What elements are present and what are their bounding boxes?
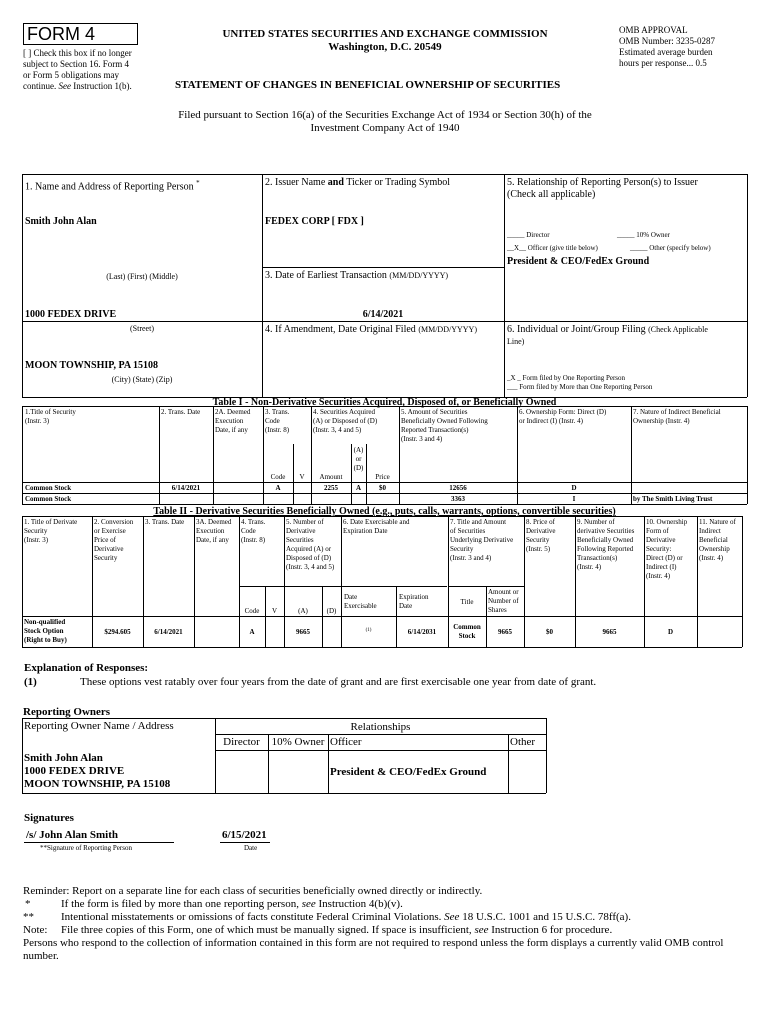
t1-header-deemed bbox=[215, 408, 250, 435]
header-line: 2. Conversion bbox=[94, 518, 134, 526]
header-line: Underlying Derivative bbox=[450, 536, 514, 544]
rule bbox=[239, 586, 284, 587]
text: (MM/DD/YYYY) bbox=[418, 325, 477, 334]
t2-sub-a: (A) bbox=[298, 607, 308, 615]
owner-line: 1000 FEDEX DRIVE bbox=[24, 765, 125, 777]
t2-row-exercisable: (1) bbox=[365, 628, 372, 633]
owner-line: Smith John Alan bbox=[24, 752, 103, 764]
header-line: Expiration Date bbox=[343, 527, 388, 535]
sub-line: Shares bbox=[488, 606, 507, 614]
rule bbox=[747, 174, 748, 397]
t2-sub-expiration bbox=[399, 593, 429, 611]
header-line: (Instr. 3) bbox=[24, 536, 49, 544]
t2-sub-v: V bbox=[271, 607, 278, 615]
footnote-double-star-text bbox=[61, 911, 631, 924]
header-line: (Instr. 5) bbox=[526, 545, 551, 553]
text: see bbox=[474, 924, 489, 936]
sub-line: Expiration bbox=[399, 593, 429, 601]
rule bbox=[546, 718, 547, 793]
t2-header-6 bbox=[343, 518, 409, 536]
rule bbox=[22, 793, 546, 794]
header-line: 6. Ownership Form: Direct (D) bbox=[519, 408, 607, 416]
table1-title: Table I - Non-Derivative Securities Acquired, Disposed of, or Beneficially Owned bbox=[212, 397, 557, 408]
header-line: (Instr. 3, 4 and 5) bbox=[313, 426, 362, 434]
rule bbox=[262, 174, 263, 397]
text: See bbox=[444, 911, 460, 923]
t1-sub-amount: Amount bbox=[319, 473, 343, 481]
form-title-box bbox=[23, 23, 138, 45]
reminder-text: Reminder: Report on a separate line for each class of securities beneficially owned directly or indirectly. bbox=[23, 885, 483, 897]
t1-row2-owned: 3363 bbox=[451, 495, 465, 503]
rule bbox=[24, 842, 174, 843]
header-line: Security bbox=[24, 527, 48, 535]
filed-pursuant bbox=[100, 109, 670, 135]
rule bbox=[213, 406, 214, 504]
header-line: (A) or Disposed of (D) bbox=[313, 417, 378, 425]
signature-value: /s/ John Alan Smith bbox=[26, 829, 119, 841]
group-filer-option: ___ Form filed by More than One Reporting Person bbox=[507, 383, 653, 391]
header-line: Following Reported bbox=[577, 545, 634, 553]
t1-row1-owned: 12656 bbox=[449, 484, 467, 492]
rule bbox=[747, 406, 748, 504]
t2-row-a: 9665 bbox=[296, 628, 310, 636]
note-label: Note: bbox=[23, 924, 48, 936]
t2-row-code: A bbox=[249, 628, 255, 636]
checkbox-note-line: or Form 5 obligations may bbox=[23, 70, 119, 80]
rule bbox=[215, 750, 546, 751]
header-line: Execution bbox=[215, 417, 244, 425]
city-caption: (City) (State) (Zip) bbox=[111, 375, 173, 384]
t1-header-nature bbox=[633, 408, 721, 426]
owners-col-ten: 10% Owner bbox=[271, 736, 325, 748]
sub-line: Date bbox=[399, 602, 413, 610]
rule bbox=[22, 516, 23, 647]
text: see bbox=[301, 898, 316, 910]
checkbox-note bbox=[23, 48, 153, 92]
header-line: or Indirect (I) (Instr. 4) bbox=[519, 417, 583, 425]
owner-line: MOON TOWNSHIP, PA 15108 bbox=[24, 778, 171, 790]
header-line: 5. Amount of Securities bbox=[401, 408, 468, 416]
sub-line: Exercisable bbox=[344, 602, 377, 610]
single-filer-option: _X _ Form filed by One Reporting Person bbox=[507, 374, 626, 382]
text: Instruction 6 for procedure. bbox=[488, 924, 613, 936]
header-line: Security bbox=[450, 545, 474, 553]
t2-header-7 bbox=[450, 518, 526, 563]
t1-sub-ad bbox=[351, 446, 366, 473]
header-line: 9. Number of bbox=[577, 518, 615, 526]
text: 2. Issuer Name bbox=[265, 177, 328, 188]
rule bbox=[265, 586, 266, 647]
text: 18 U.S.C. 1001 and 15 U.S.C. 78ff(a). bbox=[459, 911, 631, 923]
header-line: 7. Nature of Indirect Beneficial bbox=[633, 408, 721, 416]
t1-row1-ad: A bbox=[355, 484, 362, 492]
t1-row1-date: 6/14/2021 bbox=[171, 484, 201, 492]
header-line: Reported Transaction(s) bbox=[401, 426, 469, 434]
t2-row-form: D bbox=[667, 628, 674, 636]
sub-line: Amount or bbox=[488, 588, 519, 596]
header-line: 10. Ownership bbox=[646, 518, 688, 526]
rule bbox=[22, 718, 23, 793]
date-caption: Date bbox=[244, 844, 258, 852]
omb-line: OMB APPROVAL bbox=[619, 25, 688, 35]
header-line: Security bbox=[94, 554, 118, 562]
header-line: Derivative bbox=[94, 545, 124, 553]
owners-col-other: Other bbox=[510, 736, 536, 748]
notice-line: Persons who respond to the collection of information contained in this form are not required to respond unless the form displays a currently valid OMB control bbox=[23, 937, 724, 949]
rule bbox=[215, 734, 546, 735]
header-line: Indirect bbox=[699, 527, 721, 535]
cell-line: Stock Option bbox=[24, 627, 64, 635]
t1-header-code bbox=[265, 408, 289, 435]
sub-line: (D) bbox=[353, 464, 364, 472]
text: * bbox=[196, 179, 200, 187]
rule bbox=[341, 586, 447, 587]
text: continue. bbox=[23, 81, 59, 91]
officer-option: __X__ Officer (give title below) bbox=[507, 244, 598, 252]
box6-label bbox=[507, 324, 747, 348]
omb-line: OMB Number: 3235-0287 bbox=[619, 36, 715, 46]
rule bbox=[22, 516, 742, 517]
rule bbox=[22, 482, 747, 483]
t2-sub-amount bbox=[488, 588, 519, 615]
t2-sub-d: (D) bbox=[326, 607, 337, 615]
city-value: MOON TOWNSHIP, PA 15108 bbox=[25, 360, 158, 371]
owners-col-officer: Officer bbox=[330, 736, 362, 748]
header-line: Direct (D) or bbox=[646, 554, 683, 562]
rule bbox=[508, 734, 509, 793]
rule bbox=[396, 586, 397, 647]
rule bbox=[504, 174, 505, 397]
officer-title: President & CEO/FedEx Ground bbox=[507, 256, 650, 267]
header-line: Securities bbox=[286, 536, 314, 544]
table2-title: Table II - Derivative Securities Beneficially Owned (e.g., puts, calls, warrants, options, convertible securities) bbox=[153, 506, 616, 517]
t2-row-price: $294.605 bbox=[104, 628, 131, 636]
t1-header-ownership bbox=[519, 408, 606, 426]
t1-row2-form: I bbox=[572, 495, 576, 503]
owners-col-director: Director bbox=[223, 736, 260, 748]
header-line: 4. Trans. bbox=[241, 518, 266, 526]
form-title: FORM 4 bbox=[27, 24, 96, 44]
checkbox-note-line bbox=[23, 81, 153, 92]
t2-sub-title: Title bbox=[460, 598, 474, 606]
header-line: Derivative bbox=[526, 527, 556, 535]
t1-row1-code: A bbox=[275, 484, 281, 492]
sub-line: Date bbox=[344, 593, 358, 601]
t2-header-11 bbox=[699, 518, 745, 563]
t1-row2-title: Common Stock bbox=[25, 495, 72, 503]
t2-row-owned: 9665 bbox=[602, 628, 617, 636]
explanation-text: These options vest ratably over four years from the date of grant and are first exercisable one year from date of grant. bbox=[80, 676, 597, 688]
text: If the form is filed by more than one reporting person, bbox=[61, 898, 302, 910]
text: Ticker or Trading Symbol bbox=[343, 177, 451, 188]
header-line: Security bbox=[526, 536, 550, 544]
header-line: Execution bbox=[196, 527, 225, 535]
header-line: (Instr. 3 and 4) bbox=[450, 554, 492, 562]
header-line: Ownership (Instr. 4) bbox=[633, 417, 690, 425]
header-line: 5. Number of bbox=[286, 518, 324, 526]
header-line: (Instr. 4) bbox=[699, 554, 724, 562]
header-line: Ownership bbox=[699, 545, 730, 553]
rule bbox=[262, 267, 504, 268]
text: and bbox=[327, 177, 344, 188]
header-line: Beneficially Owned Following bbox=[401, 417, 488, 425]
notice-line: number. bbox=[23, 950, 59, 962]
box1-label bbox=[25, 177, 200, 193]
header-line: 2A. Deemed bbox=[215, 408, 251, 416]
text: (MM/DD/YYYY) bbox=[389, 271, 449, 280]
header-line: (Instr. 4) bbox=[646, 572, 671, 580]
director-option: _____ Director bbox=[507, 231, 550, 239]
header-line: Date, if any bbox=[196, 536, 229, 544]
t2-header-3: 3. Trans. Date bbox=[145, 518, 185, 526]
header-line: (Instr. 3, 4 and 5) bbox=[286, 563, 335, 571]
t2-header-1 bbox=[24, 518, 92, 545]
header-line: Derivative bbox=[286, 527, 316, 535]
header-line: (Instr. 3) bbox=[25, 417, 50, 425]
header-line: Transaction(s) bbox=[577, 554, 618, 562]
owners-col-name: Reporting Owner Name / Address bbox=[24, 720, 174, 732]
header-line: (Instr. 4) bbox=[577, 563, 602, 571]
header-line: Security: bbox=[646, 545, 672, 553]
t2-row-title bbox=[24, 618, 92, 645]
omb-line: hours per response... 0.5 bbox=[619, 58, 707, 68]
box2-label bbox=[265, 177, 450, 189]
box3-label bbox=[265, 270, 448, 282]
t2-row-expiration: 6/14/2031 bbox=[407, 628, 437, 636]
t1-header-acquired bbox=[313, 408, 377, 435]
header-line: 1. Title of Derivate bbox=[24, 518, 78, 526]
rule bbox=[22, 718, 546, 719]
rule bbox=[22, 321, 747, 322]
issuer-value: FEDEX CORP [ FDX ] bbox=[265, 216, 364, 227]
rule bbox=[486, 586, 487, 647]
t1-row1-amount: 2255 bbox=[324, 484, 338, 492]
header-line: derivative Securities bbox=[577, 527, 635, 535]
header-line: Derivative bbox=[646, 536, 676, 544]
header-line: (Instr. 8) bbox=[241, 536, 266, 544]
rule bbox=[22, 647, 742, 648]
owner-officer-title: President & CEO/FedEx Ground bbox=[330, 766, 487, 778]
label-line: (Check all applicable) bbox=[507, 189, 596, 200]
text: See bbox=[58, 81, 71, 91]
header-line: 4. Securities Acquired bbox=[313, 408, 376, 416]
agency-line: UNITED STATES SECURITIES AND EXCHANGE COMMISSION bbox=[222, 28, 548, 40]
header-line: Indirect (I) bbox=[646, 563, 677, 571]
rule bbox=[322, 586, 323, 647]
cell-line: Common bbox=[453, 623, 481, 631]
box4-label bbox=[265, 324, 477, 336]
omb-line: Estimated average burden bbox=[619, 47, 713, 57]
rule bbox=[328, 734, 329, 793]
text: Instruction 1(b). bbox=[71, 81, 132, 91]
header-line: 11. Nature of bbox=[699, 518, 736, 526]
cell-line: Stock bbox=[458, 632, 476, 640]
header-line: 6. Date Exercisable and bbox=[343, 518, 410, 526]
header-line: Code bbox=[241, 527, 256, 535]
t2-header-10 bbox=[646, 518, 698, 581]
t1-row1-price: $0 bbox=[379, 484, 386, 492]
header-line: Code bbox=[265, 417, 280, 425]
label-line: 5. Relationship of Reporting Person(s) to Issuer bbox=[507, 177, 698, 188]
cell-line: Non-qualified bbox=[24, 618, 66, 626]
note-text bbox=[61, 924, 612, 937]
header-line: of Securities bbox=[450, 527, 486, 535]
street-value: 1000 FEDEX DRIVE bbox=[25, 309, 117, 320]
footnote-star: * bbox=[25, 898, 31, 910]
t2-header-9 bbox=[577, 518, 645, 572]
header-line: Beneficial bbox=[699, 536, 728, 544]
statement-title: STATEMENT OF CHANGES IN BENEFICIAL OWNERSHIP OF SECURITIES bbox=[175, 79, 561, 91]
header-line: Form of bbox=[646, 527, 669, 535]
footnote-double-star: ** bbox=[23, 911, 34, 923]
header-line: Date, if any bbox=[215, 426, 248, 434]
t2-header-5 bbox=[286, 518, 344, 572]
rule bbox=[220, 842, 270, 843]
rule bbox=[22, 174, 747, 175]
signature-caption: **Signature of Reporting Person bbox=[40, 844, 132, 852]
rule bbox=[22, 406, 23, 504]
explanation-heading: Explanation of Responses: bbox=[24, 662, 149, 674]
t1-sub-v: V bbox=[299, 473, 305, 481]
rule bbox=[22, 174, 23, 397]
rule bbox=[631, 406, 632, 504]
t1-header-title bbox=[25, 408, 76, 426]
signatures-heading: Signatures bbox=[24, 812, 74, 824]
text: 6. Individual or Joint/Group Filing bbox=[507, 324, 646, 335]
other-option: _____ Other (specify below) bbox=[630, 244, 711, 252]
t2-header-8 bbox=[526, 518, 556, 554]
filed-line: Investment Company Act of 1940 bbox=[310, 122, 460, 134]
earliest-transaction-date: 6/14/2021 bbox=[362, 309, 404, 320]
t1-sub-code: Code bbox=[270, 473, 286, 481]
sub-line: Number of bbox=[488, 597, 519, 605]
text: Instruction 4(b)(v). bbox=[315, 898, 403, 910]
explanation-number: (1) bbox=[24, 676, 37, 688]
header-line: 8. Price of bbox=[526, 518, 555, 526]
agency-line: Washington, D.C. 20549 bbox=[328, 41, 442, 53]
street-caption: (Street) bbox=[130, 324, 154, 333]
header-line: Disposed of (D) bbox=[286, 554, 332, 562]
rule bbox=[22, 616, 742, 617]
signature-date: 6/15/2021 bbox=[222, 829, 267, 841]
header-line: 3A. Deemed bbox=[196, 518, 232, 526]
t2-row-underlying-title bbox=[448, 623, 486, 641]
omb-notice bbox=[23, 937, 753, 963]
name-caption: (Last) (First) (Middle) bbox=[106, 272, 178, 281]
box5-label bbox=[507, 177, 747, 201]
text: Line) bbox=[507, 337, 525, 346]
rule bbox=[22, 406, 747, 407]
t2-sub-exercisable bbox=[344, 593, 377, 611]
text: File three copies of this Form, one of which must be manually signed. If space is insufficient, bbox=[61, 924, 475, 936]
rule bbox=[194, 516, 195, 647]
text: Intentional misstatements or omissions of facts constitute Federal Criminal Violations. bbox=[61, 911, 445, 923]
t1-row1-form: D bbox=[571, 484, 577, 492]
reporting-person-name: Smith John Alan bbox=[25, 216, 97, 227]
t2-row-deriv-price: $0 bbox=[546, 628, 553, 636]
t1-header-amount bbox=[401, 408, 488, 444]
header-line: Price of bbox=[94, 536, 116, 544]
owner-name-address bbox=[24, 752, 170, 791]
cell-line: (Right to Buy) bbox=[24, 636, 67, 644]
text: 1. Name and Address of Reporting Person bbox=[25, 181, 194, 193]
header-line: Acquired (A) or bbox=[286, 545, 332, 553]
filed-line: Filed pursuant to Section 16(a) of the Securities Exchange Act of 1934 or Section 30(h) of the bbox=[178, 109, 592, 121]
header-line: 7. Title and Amount bbox=[450, 518, 507, 526]
t2-header-3a bbox=[196, 518, 231, 545]
t2-sub-code: Code bbox=[244, 607, 260, 615]
agency-heading bbox=[180, 28, 590, 54]
owners-heading: Reporting Owners bbox=[23, 706, 111, 718]
t1-row2-nature: by The Smith Living Trust bbox=[633, 495, 713, 503]
header-line: (Instr. 8) bbox=[265, 426, 290, 434]
text: (Check Applicable bbox=[648, 325, 708, 334]
sub-line: (A) bbox=[353, 446, 364, 454]
checkbox-note-line: subject to Section 16. Form 4 bbox=[23, 59, 129, 69]
rule bbox=[284, 586, 342, 587]
t1-row1-title: Common Stock bbox=[25, 484, 72, 492]
checkbox-note-line: [ ] Check this box if no longer bbox=[23, 48, 132, 58]
t2-row-underlying-amount: 9665 bbox=[498, 628, 512, 636]
t1-sub-price: Price bbox=[375, 473, 390, 481]
header-line: or Exercise bbox=[94, 527, 126, 535]
t2-row-date: 6/14/2021 bbox=[154, 628, 183, 636]
header-line: (Instr. 3 and 4) bbox=[401, 435, 443, 443]
rule bbox=[22, 504, 747, 505]
t2-header-2 bbox=[94, 518, 144, 563]
rule bbox=[22, 493, 747, 494]
owners-col-relationships: Relationships bbox=[350, 721, 411, 733]
header-line: 3. Trans. bbox=[265, 408, 290, 416]
header-line: 1.Title of Security bbox=[25, 408, 76, 416]
header-line: Beneficially Owned bbox=[577, 536, 634, 544]
text: 4. If Amendment, Date Original Filed bbox=[265, 324, 416, 335]
t1-header-date: 2. Trans. Date bbox=[161, 408, 201, 416]
ten-pct-option: _____ 10% Owner bbox=[617, 231, 670, 239]
sub-line: or bbox=[355, 455, 362, 463]
footnote-star-text bbox=[61, 898, 403, 911]
text: 3. Date of Earliest Transaction bbox=[265, 270, 387, 281]
t2-header-4 bbox=[241, 518, 265, 545]
omb-approval bbox=[619, 25, 759, 69]
